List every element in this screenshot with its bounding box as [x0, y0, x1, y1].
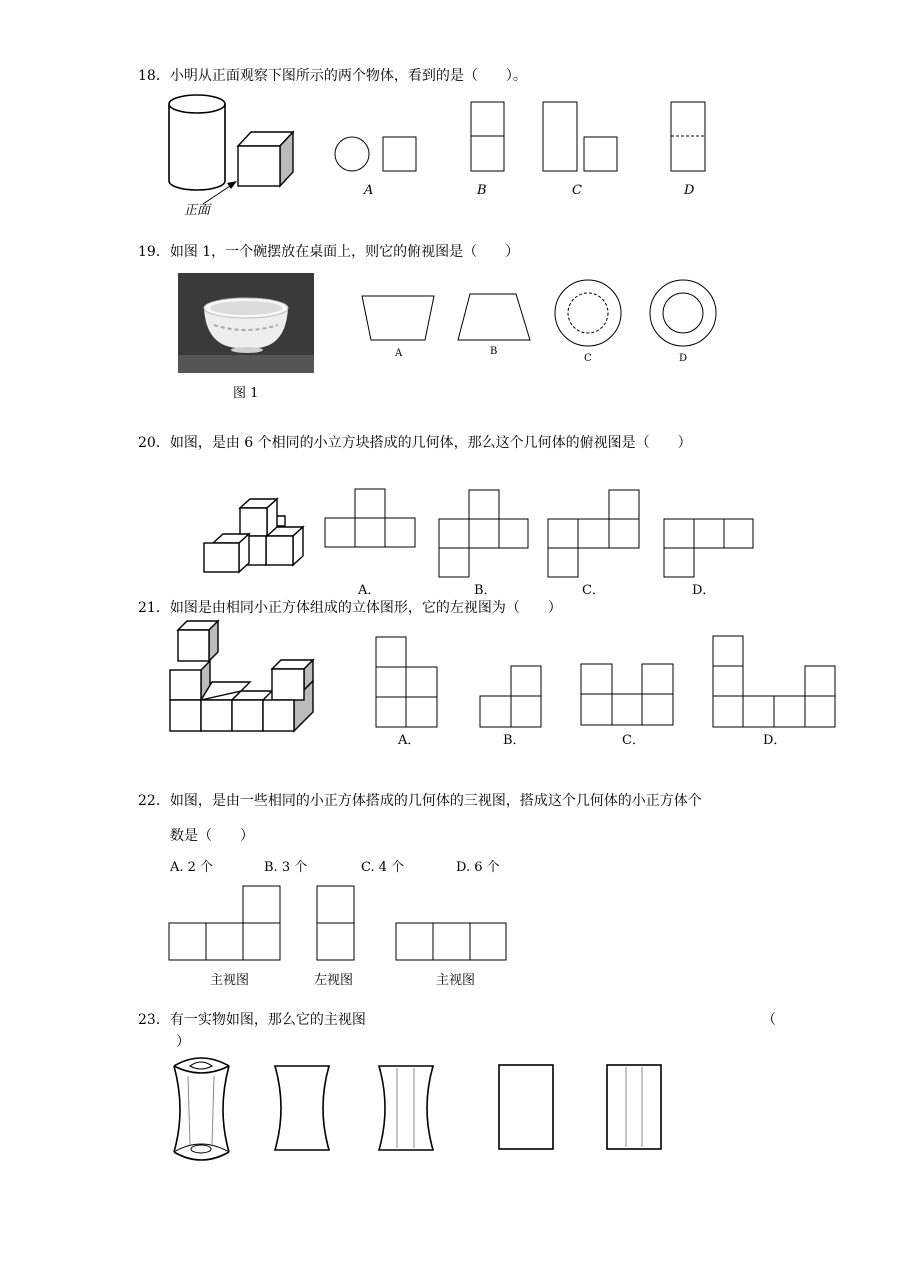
q21-option-c-grid: [581, 664, 673, 725]
q18-front-arrow: [203, 181, 237, 204]
q18-stem: 18．小明从正面观察下图所示的两个物体，看到的是（ ）。: [138, 68, 527, 84]
q18-front-label: 正面: [184, 203, 211, 218]
q18-option-d-shapes: [671, 102, 705, 171]
q20-option-c: C．: [582, 583, 605, 598]
q20-option-c-grid: [548, 490, 639, 577]
q21-option-c: C．: [622, 733, 645, 748]
q22-left-view-grid: [317, 886, 354, 960]
q21-option-d-grid: [713, 636, 835, 727]
q21-stem: 21．如图是由相同小正方体组成的立体图形，它的左视图为（ ）: [138, 600, 562, 616]
q20-option-d-grid: [664, 519, 753, 577]
q23-option-2: [379, 1066, 433, 1150]
q19-option-c-shape: [555, 280, 621, 346]
q22-choice-d: D. 6 个: [456, 860, 500, 875]
q22-view-label-front: 主视图: [210, 973, 250, 988]
q23-bracket-close: ）: [176, 1034, 190, 1050]
q23-object: [174, 1058, 229, 1160]
q20-option-b-grid: [439, 490, 528, 577]
q21-option-b-grid: [480, 666, 541, 727]
q18-option-a: A: [364, 183, 374, 198]
q22-front-view-grid: [169, 886, 280, 960]
q21-option-a: A．: [398, 733, 421, 748]
q19-option-a-shape: [362, 296, 434, 340]
q23-option-1: [275, 1066, 329, 1150]
q23-stem: 23．有一实物如图，那么它的主视图: [138, 1012, 366, 1028]
q23-bracket-open: （: [762, 1012, 776, 1028]
q18-option-c: C: [572, 183, 582, 198]
q22-stem-line1: 22．如图，是由一些相同的小正方体搭成的几何体的三视图，搭成这个几何体的小正方体个: [138, 793, 702, 809]
q19-stem: 19．如图 1，一个碗摆放在桌面上，则它的俯视图是（ ）: [138, 244, 520, 260]
q19-bowl-photo: [178, 273, 314, 373]
q18-option-b-shapes: [471, 102, 504, 171]
q19-option-a: A: [395, 348, 403, 359]
q19-option-b-shape: [458, 294, 530, 340]
q20-option-a-grid: [325, 489, 415, 547]
q18-option-d: D: [684, 183, 695, 198]
q18-option-b: B: [477, 183, 487, 198]
q20-option-b: B．: [474, 583, 497, 598]
q22-top-view-grid: [396, 923, 506, 960]
q22-choice-c: C. 4 个: [361, 860, 405, 875]
q19-option-d-shape: [650, 280, 716, 346]
q19-option-d: D: [679, 353, 688, 364]
q18-option-c-shapes: [543, 102, 617, 171]
q22-choice-a: A. 2 个: [170, 860, 214, 875]
q20-stem: 20．如图，是由 6 个相同的小立方块搭成的几何体，那么这个几何体的俯视图是（ ）: [138, 435, 692, 451]
q19-option-c: C: [584, 353, 592, 364]
q19-option-b: B: [490, 346, 498, 357]
q19-figure-caption: 图 1: [233, 386, 259, 401]
q21-option-d: D．: [763, 733, 787, 748]
q22-view-label-top: 主视图: [436, 973, 476, 988]
q21-option-a-grid: [376, 637, 437, 727]
q22-choice-b: B. 3 个: [264, 860, 308, 875]
q21-solid: [170, 621, 313, 731]
q20-solid: [204, 499, 303, 572]
q23-option-3: [499, 1065, 553, 1149]
q22-view-label-left: 左视图: [314, 973, 354, 988]
q20-option-d: D．: [692, 583, 716, 598]
q21-option-b: B．: [503, 733, 526, 748]
q18-option-a-shapes: [335, 137, 416, 171]
q20-option-a: A．: [358, 583, 381, 598]
q23-option-4: [607, 1065, 661, 1149]
q18-cube: [238, 132, 293, 186]
q18-cylinder: [169, 95, 225, 190]
q22-stem-line2: 数是（ ）: [170, 828, 254, 844]
